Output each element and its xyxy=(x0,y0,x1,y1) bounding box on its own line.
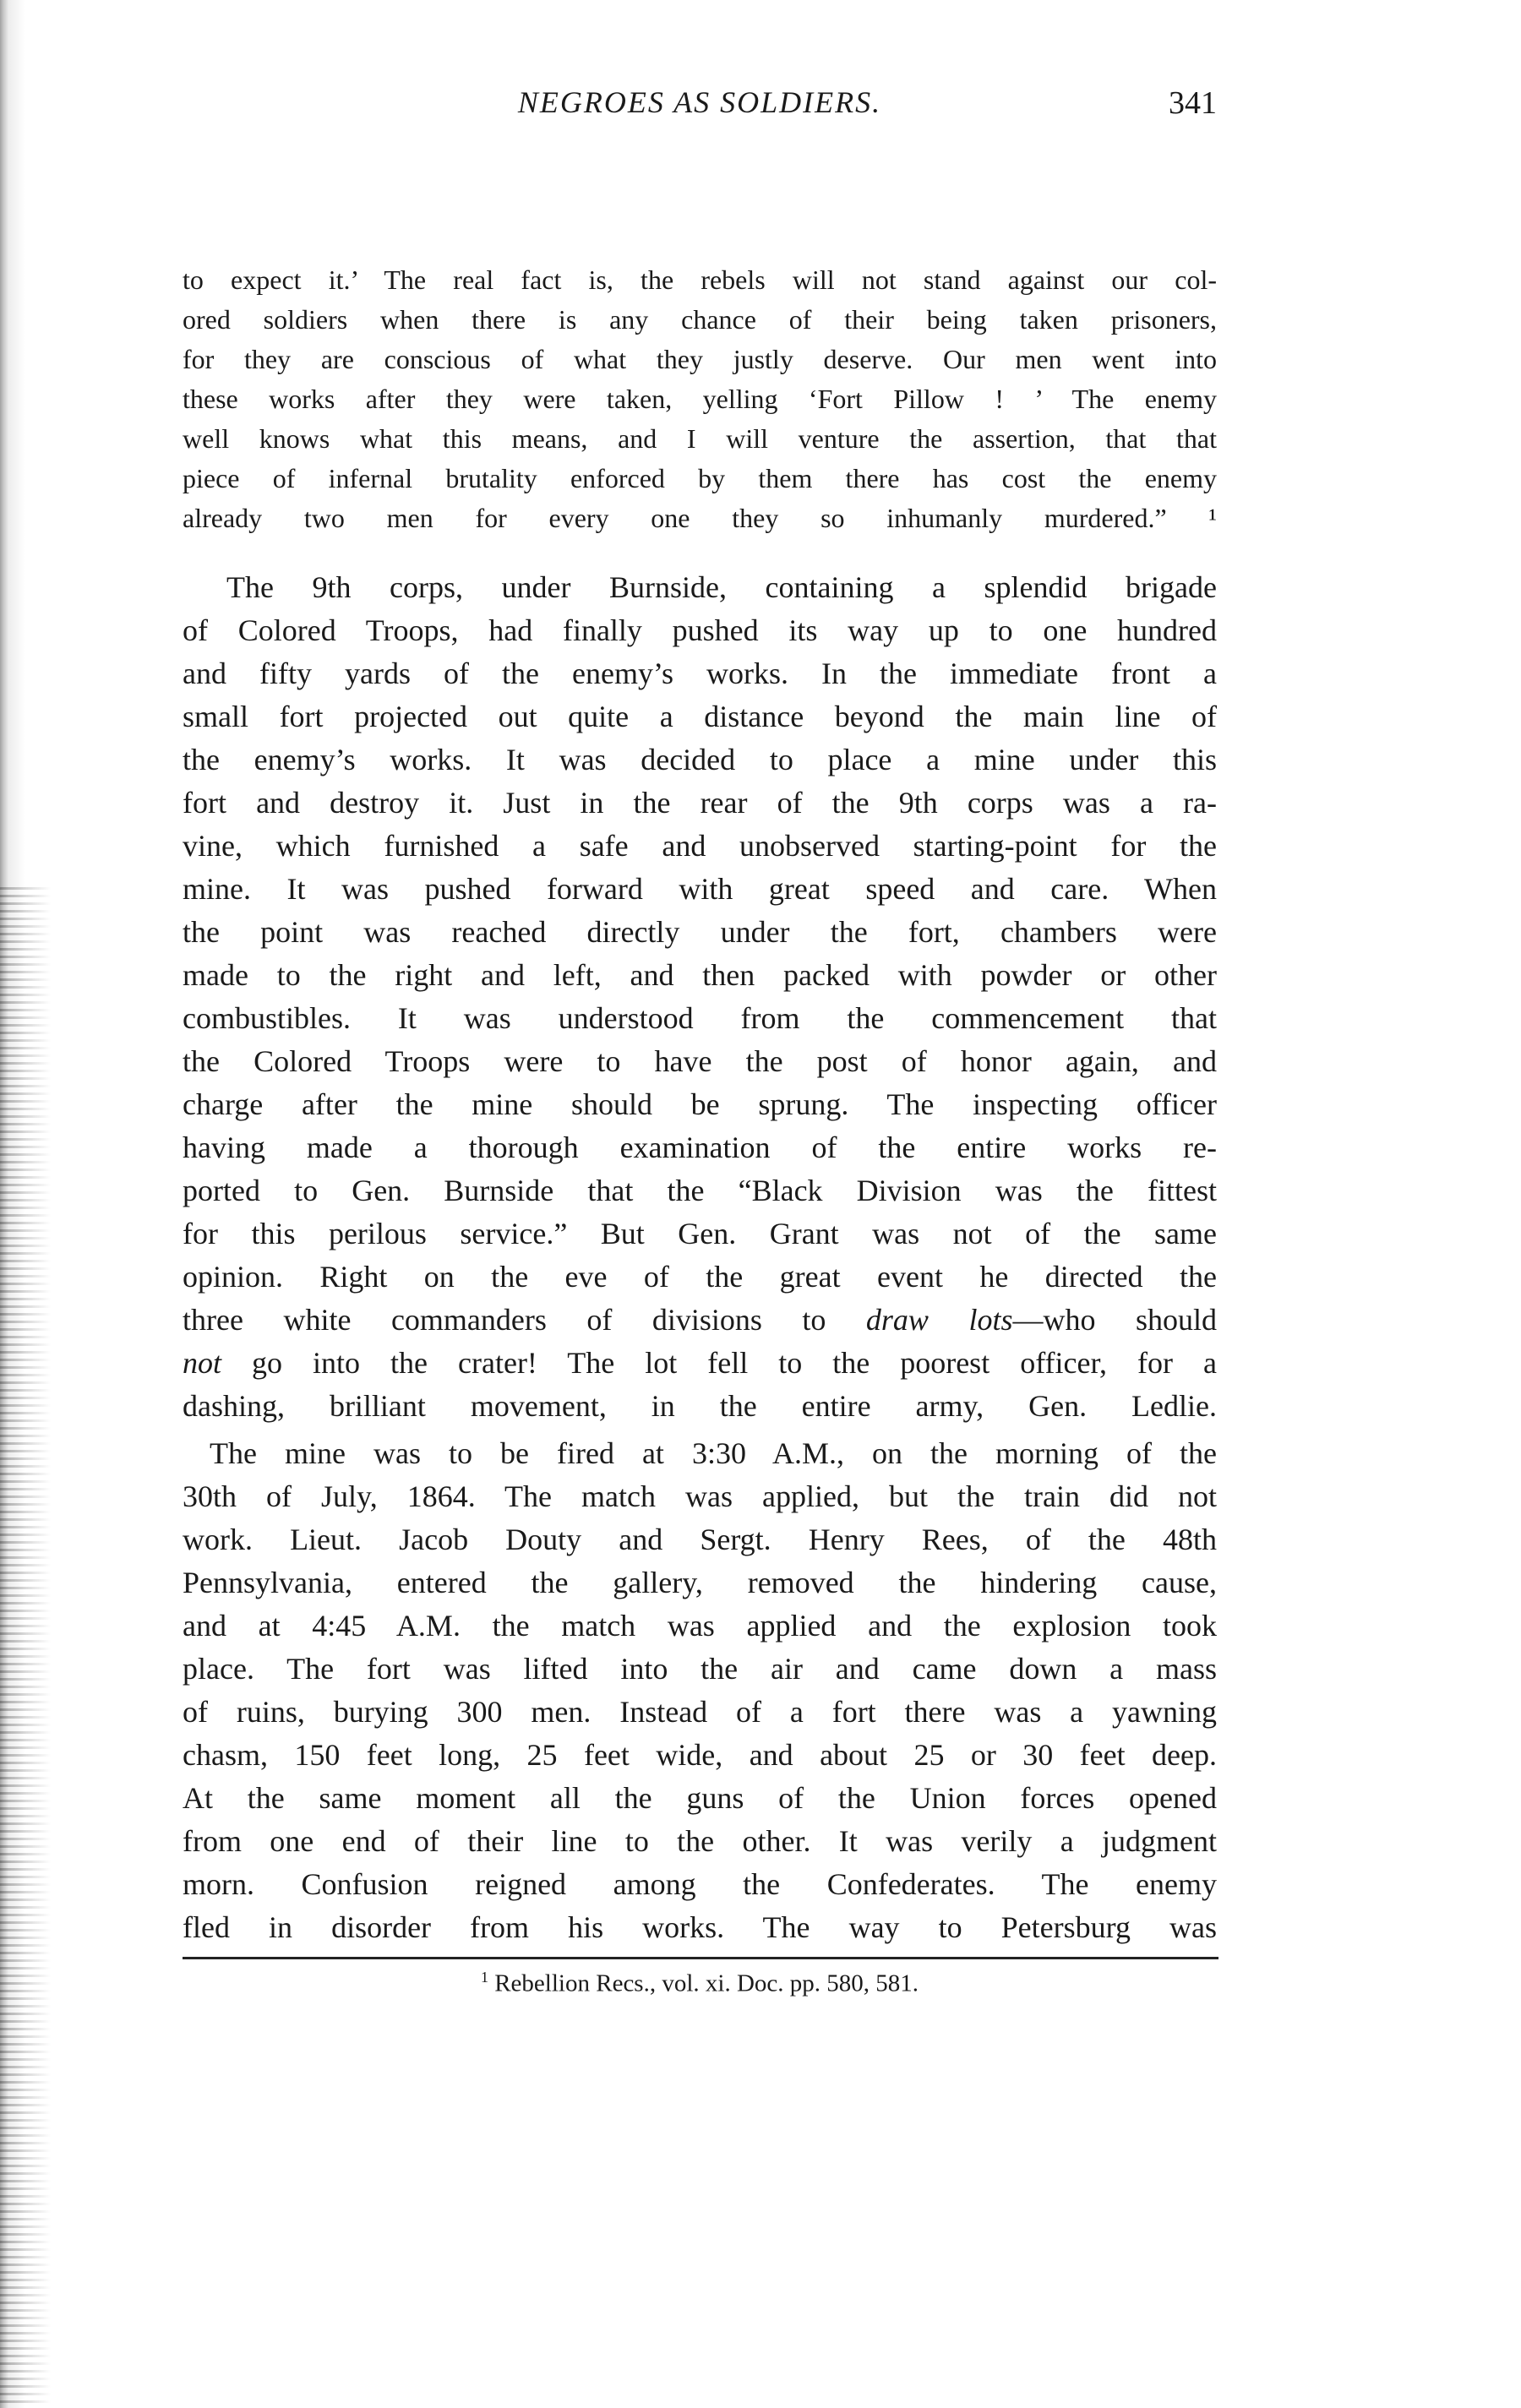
text-line: The 9th corps, under Burnside, containing a splendid brigade xyxy=(226,570,1217,604)
text-line: 30th of July, 1864. The match was applied, but the train did not xyxy=(183,1479,1217,1513)
footnote-marker: 1 xyxy=(480,1969,488,1986)
text-line: of Colored Troops, had finally pushed its way up to one hundred xyxy=(183,613,1217,647)
text-line: At the same moment all the guns of the Union forces opened xyxy=(183,1781,1217,1815)
text-line: well knows what this means, and I will venture the assertion, that that xyxy=(183,423,1217,454)
text-line: charge after the mine should be sprung. The inspecting officer xyxy=(183,1087,1217,1121)
text-line: and fifty yards of the enemy’s works. In the immediate front a xyxy=(183,656,1217,690)
text-segment: —who should xyxy=(1012,1303,1217,1337)
text-line: fort and destroy it. Just in the rear of the 9th corps was a ra- xyxy=(183,786,1217,820)
footnote xyxy=(183,1969,1217,1998)
text-line: dashing, brilliant movement, in the entire army, Gen. Ledlie. xyxy=(183,1389,1217,1423)
page-header xyxy=(183,84,1217,127)
text-line: these works after they were taken, yelling ‘Fort Pillow ! ’ The enemy xyxy=(183,384,1217,414)
text-line: for this perilous service.” But Gen. Grant was not of the same xyxy=(183,1217,1217,1250)
text-line: The mine was to be fired at 3:30 A.M., on the morning of the xyxy=(210,1436,1217,1470)
text-segment: go into the crater! The lot fell to the poorest officer, for a xyxy=(221,1346,1217,1380)
text-line: ored soldiers when there is any chance of their being taken prisoners, xyxy=(183,304,1217,335)
text-line: already two men for every one they so inhumanly murdered.” ¹ xyxy=(183,503,1217,533)
paragraph-mine xyxy=(183,566,1217,1428)
text-line: mine. It was pushed forward with great speed and care. When xyxy=(183,872,1217,906)
text-line: the enemy’s works. It was decided to place a mine under this xyxy=(183,743,1217,776)
text-line: from one end of their line to the other. It was verily a judgment xyxy=(183,1824,1217,1858)
text-line: for they are conscious of what they justly deserve. Our men went into xyxy=(183,344,1217,374)
italic-text: draw lots xyxy=(865,1303,1013,1337)
page-number: 341 xyxy=(1169,85,1217,121)
text-line: combustibles. It was understood from the commencement that xyxy=(183,1001,1217,1035)
text-line: opinion. Right on the eve of the great event he directed the xyxy=(183,1260,1217,1294)
text-line: vine, which furnished a safe and unobserved starting-point for the xyxy=(183,829,1217,863)
scan-edge-artifact xyxy=(0,887,51,2408)
text-line: piece of infernal brutality enforced by them there has cost the enemy xyxy=(183,463,1217,493)
text-line: Pennsylvania, entered the gallery, removed the hindering cause, xyxy=(183,1566,1217,1599)
text-line: morn. Confusion reigned among the Confederates. The enemy xyxy=(183,1867,1217,1901)
footnote-rule xyxy=(183,1957,1218,1959)
text-line: having made a thorough examination of the entire works re- xyxy=(183,1130,1217,1164)
text-line: fled in disorder from his works. The way to Petersburg was xyxy=(183,1910,1217,1944)
text-line: of ruins, burying 300 men. Instead of a fort there was a yawning xyxy=(183,1695,1217,1729)
text-line: made to the right and left, and then packed with powder or other xyxy=(183,958,1217,992)
italic-text: not xyxy=(183,1346,222,1380)
text-line: and at 4:45 A.M. the match was applied and the explosion took xyxy=(183,1609,1217,1643)
text-segment: three white commanders of divisions to xyxy=(183,1303,866,1337)
text-line: the point was reached directly under the fort, chambers were xyxy=(183,915,1217,949)
text-line: work. Lieut. Jacob Douty and Sergt. Henry Rees, of the 48th xyxy=(183,1523,1217,1556)
text-line: chasm, 150 feet long, 25 feet wide, and about 25 or 30 feet deep. xyxy=(183,1738,1217,1772)
text-line: the Colored Troops were to have the post of honor again, and xyxy=(183,1044,1217,1078)
text-line xyxy=(183,1299,1217,1342)
paragraph-explosion xyxy=(183,1432,1217,1949)
footnote-text: Rebellion Recs., vol. xi. Doc. pp. 580, 581. xyxy=(488,1969,919,1997)
text-line: place. The fort was lifted into the air and came down a mass xyxy=(183,1652,1217,1686)
text-line: small fort projected out quite a distance beyond the main line of xyxy=(183,700,1217,733)
text-line: to expect it.’ The real fact is, the rebels will not stand against our col- xyxy=(183,264,1217,295)
running-title: NEGROES AS SOLDIERS. xyxy=(517,85,882,119)
text-line: ported to Gen. Burnside that the “Black Division was the fittest xyxy=(183,1174,1217,1207)
text-line xyxy=(183,1342,1217,1385)
quoted-passage xyxy=(183,260,1217,538)
